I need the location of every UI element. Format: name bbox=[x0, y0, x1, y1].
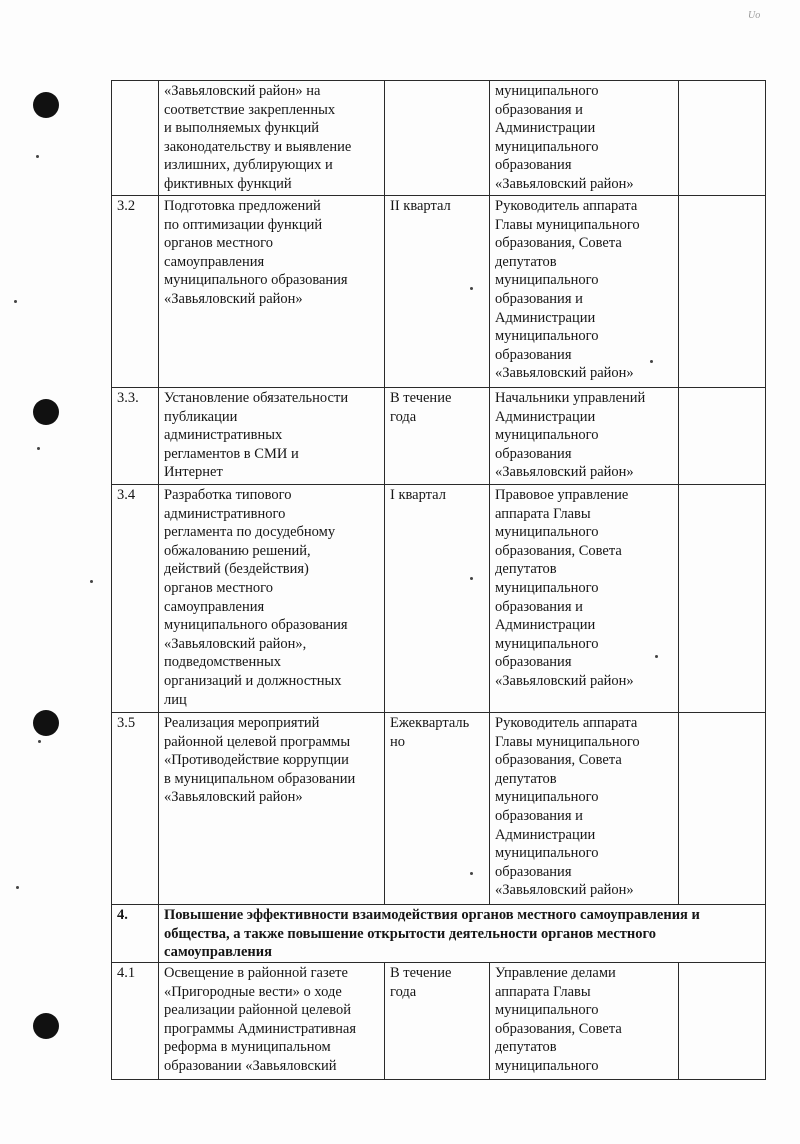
activity-cell: Разработка типового административного регламента по досудебному обжалованию решений, действий (бездействия) органов местного самоуправления муниципального образования «Завьяловский район», подведомственных организаций и должностных лиц bbox=[159, 485, 385, 713]
activity-cell: Реализация мероприятий районной целевой программы «Противодействие коррупции в муниципальном образовании «Завьяловский район» bbox=[159, 713, 385, 905]
table-row bbox=[112, 388, 766, 485]
responsible-cell: Управление делами аппарата Главы муниципального образования, Совета депутатов муниципального bbox=[490, 963, 679, 1080]
activity-cell: Подготовка предложений по оптимизации функций органов местного самоуправления муниципального образования «Завьяловский район» bbox=[159, 196, 385, 388]
activity-cell: «Завьяловский район» на соответствие закрепленных и выполняемых функций законодательству и выявление излишних, дублирующих и фиктивных функций bbox=[159, 81, 385, 196]
punch-hole bbox=[33, 1013, 59, 1039]
note-cell bbox=[679, 485, 766, 713]
punch-hole bbox=[33, 92, 59, 118]
section-row bbox=[112, 905, 766, 963]
corner-mark: Uo bbox=[748, 10, 761, 21]
scan-speck bbox=[90, 580, 93, 583]
responsible-cell: Правовое управление аппарата Главы муниципального образования, Совета депутатов муниципального образования и Администрации муниципального образования «Завьяловский район» bbox=[490, 485, 679, 713]
responsible-cell: Руководитель аппарата Главы муниципального образования, Совета депутатов муниципального образования и Администрации муниципального образования «Завьяловский район» bbox=[490, 196, 679, 388]
term-cell: I квартал bbox=[385, 485, 490, 713]
responsible-cell: Начальники управлений Администрации муниципального образования «Завьяловский район» bbox=[490, 388, 679, 485]
scan-speck bbox=[16, 886, 19, 889]
activity-cell: Установление обязательности публикации административных регламентов в СМИ и Интернет bbox=[159, 388, 385, 485]
row-number: 3.2 bbox=[112, 196, 159, 388]
scan-speck bbox=[14, 300, 17, 303]
table-row bbox=[112, 196, 766, 388]
scan-speck bbox=[38, 740, 41, 743]
row-number: 4.1 bbox=[112, 963, 159, 1080]
table-row bbox=[112, 485, 766, 713]
term-cell: II квартал bbox=[385, 196, 490, 388]
section-number: 4. bbox=[112, 905, 159, 963]
row-number bbox=[112, 81, 159, 196]
measures-table bbox=[111, 80, 766, 1080]
scan-speck bbox=[36, 155, 39, 158]
term-cell: В течение года bbox=[385, 388, 490, 485]
note-cell bbox=[679, 388, 766, 485]
row-number: 3.3. bbox=[112, 388, 159, 485]
activity-cell: Освещение в районной газете «Пригородные вести» о ходе реализации районной целевой программы Административная реформа в муниципальном образовании «Завьяловский bbox=[159, 963, 385, 1080]
section-title: Повышение эффективности взаимодействия органов местного самоуправления и общества, а также повышение открытости деятельности органов местного самоуправления bbox=[159, 905, 766, 963]
row-number: 3.5 bbox=[112, 713, 159, 905]
table-row bbox=[112, 963, 766, 1080]
punch-hole bbox=[33, 399, 59, 425]
responsible-cell: Руководитель аппарата Главы муниципального образования, Совета депутатов муниципального образования и Администрации муниципального образования «Завьяловский район» bbox=[490, 713, 679, 905]
note-cell bbox=[679, 963, 766, 1080]
term-cell: В течение года bbox=[385, 963, 490, 1080]
note-cell bbox=[679, 81, 766, 196]
note-cell bbox=[679, 713, 766, 905]
punch-hole bbox=[33, 710, 59, 736]
term-cell: Ежекварталь но bbox=[385, 713, 490, 905]
scan-speck bbox=[37, 447, 40, 450]
note-cell bbox=[679, 196, 766, 388]
responsible-cell: муниципального образования и Администрации муниципального образования «Завьяловский район» bbox=[490, 81, 679, 196]
table-row bbox=[112, 81, 766, 196]
table-row bbox=[112, 713, 766, 905]
row-number: 3.4 bbox=[112, 485, 159, 713]
term-cell bbox=[385, 81, 490, 196]
